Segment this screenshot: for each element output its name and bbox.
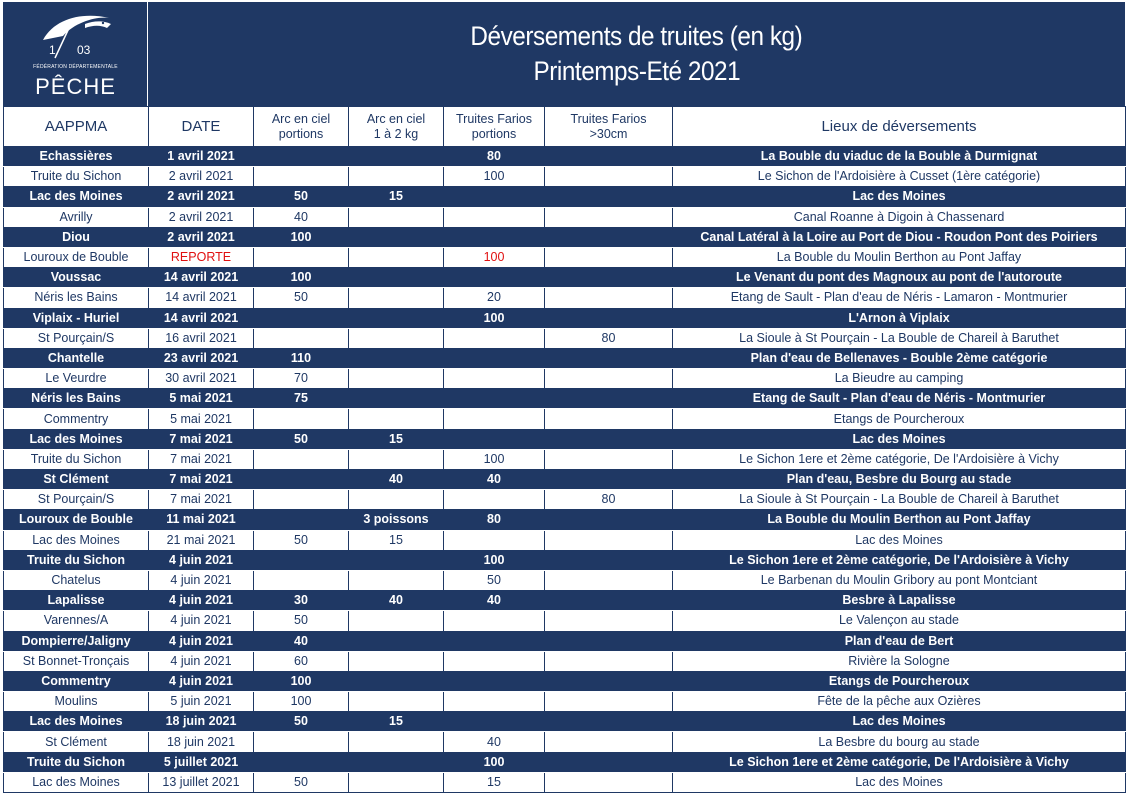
cell-lieux: Lac des Moines — [673, 187, 1126, 207]
cell-date: 4 juin 2021 — [149, 651, 254, 671]
cell-arc-kg — [349, 288, 444, 308]
cell-farios-portions — [444, 348, 545, 368]
cell-date: 1 avril 2021 — [149, 147, 254, 167]
cell-arc-portions — [254, 470, 349, 490]
cell-farios-30 — [545, 167, 673, 187]
table-row — [4, 369, 1126, 389]
table-row — [4, 288, 1126, 308]
cell-arc-portions — [254, 247, 349, 267]
cell-farios-30 — [545, 369, 673, 389]
cell-farios-30 — [545, 671, 673, 691]
cell-date: 2 avril 2021 — [149, 167, 254, 187]
cell-arc-portions — [254, 328, 349, 348]
cell-date: 11 mai 2021 — [149, 510, 254, 530]
cell-farios-30: 80 — [545, 490, 673, 510]
table-row — [4, 328, 1126, 348]
cell-aappma: Chantelle — [4, 348, 149, 368]
cell-farios-30 — [545, 288, 673, 308]
cell-farios-portions — [444, 227, 545, 247]
cell-lieux: Le Sichon de l'Ardoisière à Cusset (1ère catégorie) — [673, 167, 1126, 187]
cell-aappma: Commentry — [4, 671, 149, 691]
cell-farios-portions — [444, 328, 545, 348]
table-row — [4, 772, 1126, 792]
table-row — [4, 227, 1126, 247]
col-lieux: Lieux de déversements — [673, 107, 1126, 147]
cell-farios-portions: 40 — [444, 470, 545, 490]
table-row — [4, 348, 1126, 368]
table-row — [4, 671, 1126, 691]
cell-date: 4 juin 2021 — [149, 631, 254, 651]
fish-logo-icon — [25, 10, 125, 64]
cell-arc-portions — [254, 490, 349, 510]
cell-date: 16 avril 2021 — [149, 328, 254, 348]
cell-arc-portions — [254, 752, 349, 772]
cell-arc-kg — [349, 268, 444, 288]
cell-date: 4 juin 2021 — [149, 570, 254, 590]
cell-farios-30 — [545, 409, 673, 429]
cell-farios-30 — [545, 429, 673, 449]
cell-date: 14 avril 2021 — [149, 288, 254, 308]
cell-arc-kg — [349, 772, 444, 792]
cell-arc-portions: 100 — [254, 268, 349, 288]
cell-arc-portions: 100 — [254, 671, 349, 691]
cell-farios-portions — [444, 268, 545, 288]
cell-arc-kg — [349, 409, 444, 429]
cell-farios-30 — [545, 752, 673, 772]
cell-lieux: La Bouble du Moulin Berthon au Pont Jaffay — [673, 510, 1126, 530]
cell-aappma: St Clément — [4, 732, 149, 752]
cell-arc-kg: 3 poissons — [349, 510, 444, 530]
cell-arc-kg: 40 — [349, 470, 444, 490]
header — [3, 2, 1125, 106]
cell-lieux: L'Arnon à Viplaix — [673, 308, 1126, 328]
table-row — [4, 490, 1126, 510]
cell-farios-portions — [444, 611, 545, 631]
table-body — [4, 147, 1126, 793]
cell-arc-kg — [349, 692, 444, 712]
cell-arc-kg: 15 — [349, 187, 444, 207]
title-line-1: Déversements de truites (en kg) — [470, 21, 803, 51]
table-row — [4, 530, 1126, 550]
cell-date: 4 juin 2021 — [149, 550, 254, 570]
table-row — [4, 187, 1126, 207]
cell-farios-portions — [444, 187, 545, 207]
cell-lieux: Lac des Moines — [673, 530, 1126, 550]
cell-date: 23 avril 2021 — [149, 348, 254, 368]
cell-arc-kg — [349, 550, 444, 570]
cell-farios-portions: 100 — [444, 308, 545, 328]
cell-farios-portions: 100 — [444, 550, 545, 570]
cell-arc-portions — [254, 550, 349, 570]
cell-farios-portions: 40 — [444, 732, 545, 752]
cell-aappma: Viplaix - Huriel — [4, 308, 149, 328]
cell-aappma: Lac des Moines — [4, 530, 149, 550]
cell-arc-portions — [254, 167, 349, 187]
cell-lieux: Le Valençon au stade — [673, 611, 1126, 631]
table-row — [4, 167, 1126, 187]
cell-farios-30 — [545, 449, 673, 469]
cell-farios-portions — [444, 631, 545, 651]
cell-farios-30 — [545, 611, 673, 631]
cell-aappma: Néris les Bains — [4, 288, 149, 308]
cell-farios-portions: 100 — [444, 449, 545, 469]
spreadsheet — [3, 2, 1125, 792]
cell-lieux: Etangs de Pourcheroux — [673, 671, 1126, 691]
cell-date: 5 mai 2021 — [149, 389, 254, 409]
cell-arc-kg — [349, 752, 444, 772]
logo-federation-text: FÉDÉRATION DÉPARTEMENTALE — [33, 64, 118, 70]
cell-farios-30 — [545, 772, 673, 792]
cell-lieux: Plan d'eau de Bert — [673, 631, 1126, 651]
cell-aappma: Lac des Moines — [4, 712, 149, 732]
cell-lieux: Lac des Moines — [673, 429, 1126, 449]
cell-arc-kg — [349, 671, 444, 691]
cell-lieux: La Bieudre au camping — [673, 369, 1126, 389]
table-row — [4, 389, 1126, 409]
cell-arc-kg — [349, 369, 444, 389]
cell-arc-portions: 50 — [254, 288, 349, 308]
cell-farios-30 — [545, 550, 673, 570]
cell-date: 21 mai 2021 — [149, 530, 254, 550]
col-aappma: AAPPMA — [4, 107, 149, 147]
cell-aappma: Varennes/A — [4, 611, 149, 631]
cell-aappma: Dompierre/Jaligny — [4, 631, 149, 651]
cell-date: 4 juin 2021 — [149, 671, 254, 691]
logo-code: 03 — [77, 43, 91, 57]
cell-aappma: Echassières — [4, 147, 149, 167]
table-row — [4, 591, 1126, 611]
cell-lieux: Lac des Moines — [673, 712, 1126, 732]
logo-peche-text: PÊCHE — [35, 74, 116, 99]
table-row — [4, 732, 1126, 752]
cell-date: REPORTE — [149, 247, 254, 267]
table-row — [4, 631, 1126, 651]
federation-logo — [3, 2, 148, 106]
cell-date: 7 mai 2021 — [149, 490, 254, 510]
cell-aappma: Avrilly — [4, 207, 149, 227]
cell-lieux: Le Venant du pont des Magnoux au pont de l'autoroute — [673, 268, 1126, 288]
cell-farios-30 — [545, 207, 673, 227]
cell-arc-portions: 40 — [254, 631, 349, 651]
cell-lieux: Fête de la pêche aux Ozières — [673, 692, 1126, 712]
cell-arc-kg — [349, 147, 444, 167]
cell-arc-kg: 15 — [349, 429, 444, 449]
cell-arc-kg — [349, 732, 444, 752]
cell-farios-30 — [545, 591, 673, 611]
cell-aappma: Néris les Bains — [4, 389, 149, 409]
cell-arc-portions — [254, 570, 349, 590]
cell-aappma: Chatelus — [4, 570, 149, 590]
cell-farios-portions: 80 — [444, 147, 545, 167]
cell-lieux: Lac des Moines — [673, 772, 1126, 792]
cell-farios-portions — [444, 389, 545, 409]
cell-farios-30 — [545, 247, 673, 267]
cell-aappma: St Pourçain/S — [4, 490, 149, 510]
cell-farios-30 — [545, 692, 673, 712]
cell-arc-kg: 40 — [349, 591, 444, 611]
cell-arc-portions: 50 — [254, 187, 349, 207]
cell-arc-portions: 50 — [254, 611, 349, 631]
cell-arc-portions: 50 — [254, 712, 349, 732]
cell-arc-kg — [349, 167, 444, 187]
cell-arc-portions — [254, 409, 349, 429]
cell-lieux: Canal Latéral à la Loire au Port de Diou - Roudon Pont des Poiriers — [673, 227, 1126, 247]
cell-arc-kg — [349, 570, 444, 590]
table-row — [4, 247, 1126, 267]
cell-date: 18 juin 2021 — [149, 732, 254, 752]
cell-farios-30 — [545, 389, 673, 409]
cell-aappma: Louroux de Bouble — [4, 247, 149, 267]
cell-date: 5 juillet 2021 — [149, 752, 254, 772]
cell-aappma: Commentry — [4, 409, 149, 429]
table-row — [4, 449, 1126, 469]
table-row — [4, 550, 1126, 570]
cell-date: 4 juin 2021 — [149, 611, 254, 631]
cell-farios-30 — [545, 712, 673, 732]
cell-aappma: Le Veurdre — [4, 369, 149, 389]
col-date: DATE — [149, 107, 254, 147]
cell-arc-kg — [349, 348, 444, 368]
cell-farios-portions — [444, 692, 545, 712]
cell-arc-kg — [349, 247, 444, 267]
cell-date: 5 juin 2021 — [149, 692, 254, 712]
cell-date: 14 avril 2021 — [149, 268, 254, 288]
cell-arc-portions: 100 — [254, 227, 349, 247]
cell-farios-portions: 20 — [444, 288, 545, 308]
cell-arc-portions: 50 — [254, 772, 349, 792]
cell-farios-30 — [545, 227, 673, 247]
table-row — [4, 207, 1126, 227]
cell-aappma: Lac des Moines — [4, 772, 149, 792]
cell-farios-30 — [545, 631, 673, 651]
cell-arc-kg — [349, 611, 444, 631]
cell-farios-30 — [545, 530, 673, 550]
cell-arc-portions: 50 — [254, 429, 349, 449]
cell-farios-portions: 50 — [444, 570, 545, 590]
cell-aappma: Voussac — [4, 268, 149, 288]
table-row — [4, 570, 1126, 590]
cell-lieux: Rivière la Sologne — [673, 651, 1126, 671]
table-row — [4, 611, 1126, 631]
cell-farios-portions: 80 — [444, 510, 545, 530]
cell-aappma: Louroux de Bouble — [4, 510, 149, 530]
col-arc-kg: Arc en ciel 1 à 2 kg — [349, 107, 444, 147]
cell-aappma: Diou — [4, 227, 149, 247]
svg-text:1: 1 — [49, 43, 56, 57]
cell-farios-portions — [444, 712, 545, 732]
cell-arc-kg — [349, 631, 444, 651]
cell-arc-kg — [349, 308, 444, 328]
cell-arc-portions — [254, 449, 349, 469]
table-row — [4, 470, 1126, 490]
cell-date: 13 juillet 2021 — [149, 772, 254, 792]
cell-farios-30 — [545, 147, 673, 167]
cell-lieux: La Sioule à St Pourçain - La Bouble de Chareil à Baruthet — [673, 490, 1126, 510]
cell-aappma: Truite du Sichon — [4, 167, 149, 187]
table-header-row — [4, 107, 1126, 147]
cell-lieux: Plan d'eau, Besbre du Bourg au stade — [673, 470, 1126, 490]
cell-arc-portions: 60 — [254, 651, 349, 671]
table-row — [4, 692, 1126, 712]
cell-lieux: Etang de Sault - Plan d'eau de Néris - Montmurier — [673, 389, 1126, 409]
col-farios-portions: Truites Farios portions — [444, 107, 545, 147]
cell-farios-30 — [545, 570, 673, 590]
cell-arc-portions — [254, 510, 349, 530]
cell-farios-30 — [545, 187, 673, 207]
cell-lieux: La Bouble du Moulin Berthon au Pont Jaffay — [673, 247, 1126, 267]
table-row — [4, 308, 1126, 328]
cell-arc-portions: 100 — [254, 692, 349, 712]
cell-farios-30 — [545, 510, 673, 530]
cell-farios-30 — [545, 268, 673, 288]
col-farios-30cm: Truites Farios >30cm — [545, 107, 673, 147]
cell-lieux: La Besbre du bourg au stade — [673, 732, 1126, 752]
cell-farios-30 — [545, 308, 673, 328]
col-arc-portions: Arc en ciel portions — [254, 107, 349, 147]
table-row — [4, 409, 1126, 429]
cell-lieux: La Sioule à St Pourçain - La Bouble de Chareil à Baruthet — [673, 328, 1126, 348]
cell-aappma: Truite du Sichon — [4, 752, 149, 772]
cell-farios-portions: 100 — [444, 247, 545, 267]
cell-arc-kg — [349, 207, 444, 227]
cell-farios-portions — [444, 409, 545, 429]
cell-aappma: Lapalisse — [4, 591, 149, 611]
cell-date: 4 juin 2021 — [149, 591, 254, 611]
cell-farios-portions: 40 — [444, 591, 545, 611]
cell-arc-portions: 50 — [254, 530, 349, 550]
table-row — [4, 651, 1126, 671]
cell-arc-kg — [349, 490, 444, 510]
cell-aappma: Lac des Moines — [4, 187, 149, 207]
title-banner — [148, 2, 1125, 106]
cell-farios-30: 80 — [545, 328, 673, 348]
cell-aappma: St Bonnet-Tronçais — [4, 651, 149, 671]
cell-arc-kg: 15 — [349, 530, 444, 550]
cell-aappma: Lac des Moines — [4, 429, 149, 449]
cell-lieux: Le Sichon 1ere et 2ème catégorie, De l'Ardoisière à Vichy — [673, 449, 1126, 469]
table-row — [4, 752, 1126, 772]
cell-lieux: Le Sichon 1ere et 2ème catégorie, De l'Ardoisière à Vichy — [673, 752, 1126, 772]
cell-arc-kg — [349, 389, 444, 409]
cell-aappma: St Clément — [4, 470, 149, 490]
cell-farios-portions: 15 — [444, 772, 545, 792]
cell-lieux: Le Sichon 1ere et 2ème catégorie, De l'Ardoisière à Vichy — [673, 550, 1126, 570]
cell-date: 14 avril 2021 — [149, 308, 254, 328]
cell-aappma: Truite du Sichon — [4, 449, 149, 469]
cell-farios-portions — [444, 369, 545, 389]
cell-farios-portions: 100 — [444, 752, 545, 772]
table-row — [4, 429, 1126, 449]
cell-farios-portions — [444, 429, 545, 449]
cell-date: 5 mai 2021 — [149, 409, 254, 429]
cell-arc-kg: 15 — [349, 712, 444, 732]
cell-farios-30 — [545, 470, 673, 490]
cell-farios-30 — [545, 348, 673, 368]
cell-arc-portions: 75 — [254, 389, 349, 409]
cell-arc-portions — [254, 308, 349, 328]
cell-date: 2 avril 2021 — [149, 207, 254, 227]
cell-arc-portions: 110 — [254, 348, 349, 368]
cell-lieux: Besbre à Lapalisse — [673, 591, 1126, 611]
cell-date: 7 mai 2021 — [149, 429, 254, 449]
cell-arc-portions: 30 — [254, 591, 349, 611]
cell-lieux: Le Barbenan du Moulin Gribory au pont Montciant — [673, 570, 1126, 590]
cell-lieux: Etang de Sault - Plan d'eau de Néris - Lamaron - Montmurier — [673, 288, 1126, 308]
cell-lieux: La Bouble du viaduc de la Bouble à Durmignat — [673, 147, 1126, 167]
cell-aappma: Moulins — [4, 692, 149, 712]
table-row — [4, 268, 1126, 288]
table-row — [4, 712, 1126, 732]
cell-date: 2 avril 2021 — [149, 187, 254, 207]
cell-arc-kg — [349, 328, 444, 348]
cell-farios-portions — [444, 530, 545, 550]
cell-date: 7 mai 2021 — [149, 449, 254, 469]
cell-aappma: St Pourçain/S — [4, 328, 149, 348]
cell-arc-kg — [349, 449, 444, 469]
table-row — [4, 510, 1126, 530]
stocking-table — [3, 106, 1126, 793]
cell-date: 7 mai 2021 — [149, 470, 254, 490]
cell-farios-30 — [545, 732, 673, 752]
cell-farios-portions — [444, 490, 545, 510]
cell-date: 2 avril 2021 — [149, 227, 254, 247]
cell-arc-portions — [254, 732, 349, 752]
cell-lieux: Canal Roanne à Digoin à Chassenard — [673, 207, 1126, 227]
cell-aappma: Truite du Sichon — [4, 550, 149, 570]
cell-arc-portions — [254, 147, 349, 167]
cell-farios-30 — [545, 651, 673, 671]
cell-arc-portions: 70 — [254, 369, 349, 389]
cell-farios-portions — [444, 207, 545, 227]
title-line-2: Printemps-Eté 2021 — [533, 56, 740, 86]
cell-arc-portions: 40 — [254, 207, 349, 227]
table-row — [4, 147, 1126, 167]
cell-farios-portions — [444, 671, 545, 691]
cell-lieux: Plan d'eau de Bellenaves - Bouble 2ème catégorie — [673, 348, 1126, 368]
cell-arc-kg — [349, 227, 444, 247]
cell-lieux: Etangs de Pourcheroux — [673, 409, 1126, 429]
cell-arc-kg — [349, 651, 444, 671]
cell-date: 30 avril 2021 — [149, 369, 254, 389]
cell-farios-portions — [444, 651, 545, 671]
cell-farios-portions: 100 — [444, 167, 545, 187]
cell-date: 18 juin 2021 — [149, 712, 254, 732]
